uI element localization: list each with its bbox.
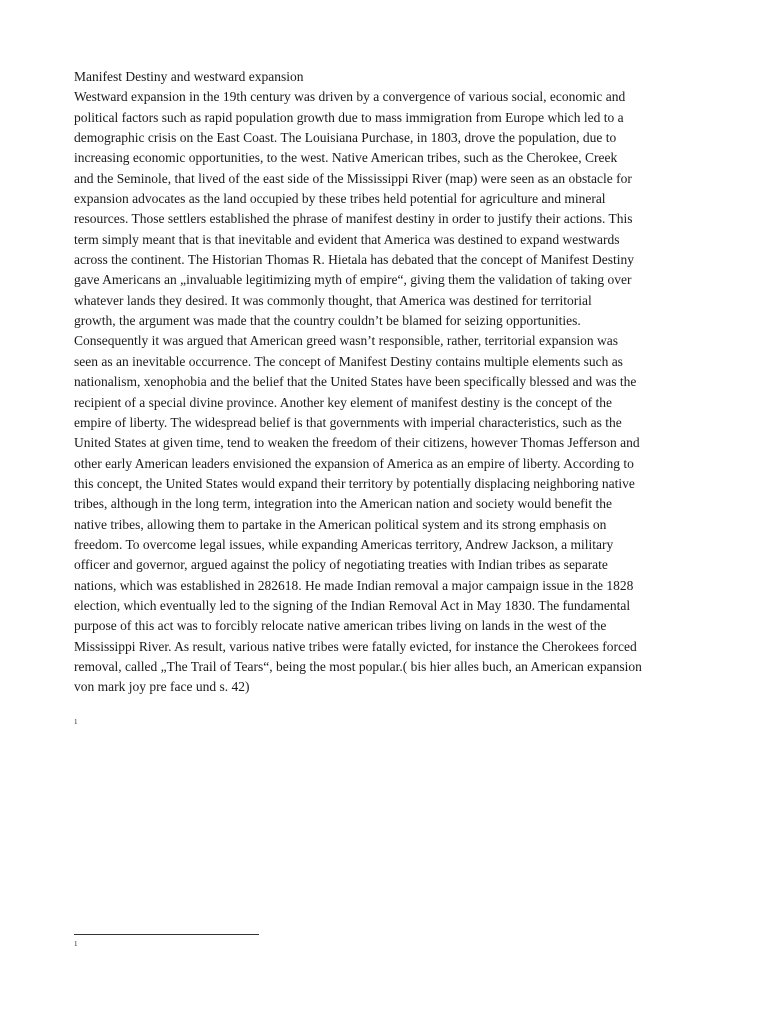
footnote-separator — [74, 934, 259, 935]
document-title: Manifest Destiny and westward expansion — [74, 69, 304, 84]
text-line: freedom. To overcome legal issues, while expanding Americas territory, Andrew Jackson, a military — [74, 536, 614, 552]
text-line: von mark joy pre face und s. 42) — [74, 679, 250, 695]
text-line: and the Seminole, that lived of the east side of the Mississippi River (map) were seen as an obstacle for — [74, 170, 632, 186]
text-line: tribes, although in the long term, integration into the American nation and society would benefit the — [74, 496, 612, 512]
text-line: expansion advocates as the land occupied by these tribes held potential for agriculture and mineral — [74, 191, 606, 207]
footnote-number: 1 — [74, 940, 78, 948]
text-line: increasing economic opportunities, to the west. Native American tribes, such as the Cherokee, Creek — [74, 150, 618, 166]
text-line: seen as an inevitable occurrence. The concept of Manifest Destiny contains multiple elements such as — [74, 353, 623, 369]
text-line: officer and governor, argued against the policy of negotiating treaties with Indian tribes as separate — [74, 557, 608, 573]
text-line: empire of liberty. The widespread belief is that governments with imperial characteristics, such as the — [74, 414, 622, 430]
text-line: Consequently it was argued that American greed wasn’t responsible, rather, territorial expansion was — [74, 333, 619, 349]
text-line: United States at given time, tend to weaken the freedom of their citizens, however Thomas Jefferson and — [74, 435, 640, 451]
text-line: demographic crisis on the East Coast. The Louisiana Purchase, in 1803, drove the population, due to — [74, 130, 617, 146]
text-line: resources. Those settlers established the phrase of manifest destiny in order to justify their actions. This — [74, 211, 633, 227]
text-line: nationalism, xenophobia and the belief that the United States have been specifically blessed and was the — [74, 374, 637, 390]
text-line: gave Americans an „invaluable legitimizing myth of empire“, giving them the validation of taking over — [74, 272, 632, 288]
text-line: removal, called „The Trail of Tears“, being the most popular.( bis hier alles buch, an American expansion — [74, 658, 642, 674]
footnote-reference-marker: 1 — [74, 718, 78, 726]
text-line: nations, which was established in 282618. He made Indian removal a major campaign issue in the 1828 — [74, 577, 634, 593]
text-line: term simply meant that is that inevitable and evident that America was destined to expand westwards — [74, 231, 620, 247]
text-line: Mississippi River. As result, various native tribes were fatally evicted, for instance the Cherokees forced — [74, 638, 637, 654]
text-line: election, which eventually led to the signing of the Indian Removal Act in May 1830. The fundamental — [74, 597, 631, 613]
text-line: political factors such as rapid population growth due to mass immigration from Europe which led to a — [74, 109, 624, 125]
text-line: native tribes, allowing them to partake in the American political system and its strong emphasis on — [74, 516, 607, 532]
text-line: whatever lands they desired. It was commonly thought, that America was destined for territorial — [74, 292, 592, 308]
text-line: other early American leaders envisioned the expansion of America as an empire of liberty. According to — [74, 455, 634, 471]
text-line: recipient of a special divine province. Another key element of manifest destiny is the concept of the — [74, 394, 612, 410]
text-line: growth, the argument was made that the country couldn’t be blamed for seizing opportunities. — [74, 313, 581, 329]
text-line: across the continent. The Historian Thomas R. Hietala has debated that the concept of Manifest Destiny — [74, 252, 634, 268]
text-line: Westward expansion in the 19th century was driven by a convergence of various social, economic and — [74, 89, 626, 105]
text-line: purpose of this act was to forcibly relocate native american tribes living on lands in the west of the — [74, 618, 607, 634]
text-line: this concept, the United States would expand their territory by potentially displacing neighboring native — [74, 475, 635, 491]
body-text — [74, 67, 714, 698]
